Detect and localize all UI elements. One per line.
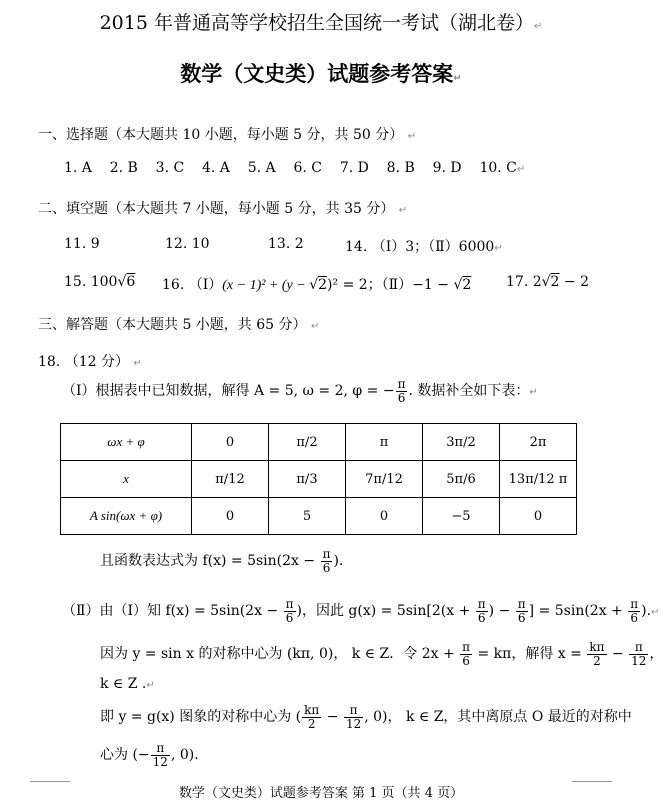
answer-1: 1. A (64, 160, 92, 176)
answer-3: 3. C (155, 160, 185, 176)
answer-10: 10. C (479, 160, 517, 176)
table-row (61, 498, 577, 535)
page-footer: 数学（文史类）试题参考答案 第 1 页（共 4 页） (178, 786, 464, 801)
table-cell: 5 (269, 498, 346, 535)
answer-8: 8. B (386, 160, 415, 176)
table-cell: π (346, 424, 423, 461)
answer-2: 2. B (109, 160, 138, 176)
section-heading-choice: 一、选择题（本大题共 10 小题，每小题 5 分，共 50 分） ↵ (38, 127, 417, 143)
fill-answer-12: 12. 10 (165, 236, 210, 252)
fill-answer-14: 14. （Ⅰ）3；（Ⅱ）6000↵ (345, 239, 503, 255)
answer-4: 4. A (202, 160, 230, 176)
page-title: 2015 年普通高等学校招生全国统一考试（湖北卷）↵ (99, 12, 543, 34)
table-cell: 13π/12 π (500, 461, 577, 498)
table-row-head: x (61, 461, 192, 498)
table-cell: 0 (346, 498, 423, 535)
table-cell: 2π (500, 424, 577, 461)
fill-answer-13: 13. 2 (268, 236, 304, 252)
page-subtitle: 数学（文史类）试题参考答案↵ (180, 61, 462, 86)
table-cell: 0 (500, 498, 577, 535)
fill-answer-11: 11. 9 (64, 236, 100, 252)
fill-answer-17: 17. 2√2 − 2 (506, 274, 590, 290)
answer-7: 7. D (339, 160, 369, 176)
question-18-heading: 18. （12 分） ↵ (38, 354, 142, 370)
values-table (60, 423, 577, 535)
symmetry-line: 因为 y = sin x 的对称中心为 (kπ, 0)， k ∈ Z．令 2x + $\frac{\pi}{6}$ = kπ，解得 x = $\frac{k\pi}{2}$ − $\frac{\pi}{12}$ ， (100, 640, 663, 668)
center-line: 即 y = g(x) 图象的对称中心为 ( $\frac{k\pi}{2}$ − $\frac{\pi}{12}$ , 0)， k ∈ Z，其中离原点 O 最近的对称中 (100, 703, 632, 731)
k-integer-line: k ∈ Z .↵ (100, 676, 155, 692)
table-row-head: ωx + φ (61, 424, 192, 461)
table-row (61, 461, 577, 498)
part1-intro: （Ⅰ）根据表中已知数据，解得 A = 5, ω = 2, φ = − $\frac{\pi}{6}$ . 数据补全如下表：↵ (62, 377, 538, 405)
section-heading-solve: 三、解答题（本大题共 5 小题，共 65 分） ↵ (38, 317, 320, 333)
nearest-center-line: 心为 (− $\frac{\pi}{12}$ , 0). (100, 741, 199, 769)
section-heading-fill: 二、填空题（本大题共 7 小题，每小题 5 分，共 35 分） ↵ (38, 201, 408, 217)
part2-line: （Ⅱ）由（Ⅰ）知 f(x) = 5sin(2x − $\frac{\pi}{6}$ )，因此 g(x) = 5sin[2(x + $\frac{\pi}{6}$ ) − $\frac{\pi}{6}$ ] = 5sin(2x + $\frac{\pi}{6}$ ).↵ (62, 597, 660, 625)
table-cell: 0 (192, 424, 269, 461)
fill-answer-15: 15. 100√6 (64, 274, 136, 290)
table-cell: π/12 (192, 461, 269, 498)
fill-answer-16: 16. （Ⅰ）(x − 1)² + (y − √2)² = 2；（Ⅱ）−1 − √2 (162, 277, 472, 293)
choice-answers: 1. A 2. B 3. C 4. A 5. A 6. C 7. D 8. B 9. D 10. C↵ (64, 160, 526, 176)
table-cell: 0 (192, 498, 269, 535)
table-cell: 3π/2 (423, 424, 500, 461)
table-cell: π/2 (269, 424, 346, 461)
table-cell: π/3 (269, 461, 346, 498)
table-cell: 7π/12 (346, 461, 423, 498)
table-cell: −5 (423, 498, 500, 535)
table-row-head: A sin(ωx + φ) (61, 498, 192, 535)
table-cell: 5π/6 (423, 461, 500, 498)
function-expression: 且函数表达式为 f(x) = 5sin(2x − $\frac{\pi}{6}$ ). (100, 547, 344, 575)
table-row (61, 424, 577, 461)
answer-6: 6. C (293, 160, 322, 176)
answer-5: 5. A (247, 160, 276, 176)
answer-9: 9. D (432, 160, 462, 176)
